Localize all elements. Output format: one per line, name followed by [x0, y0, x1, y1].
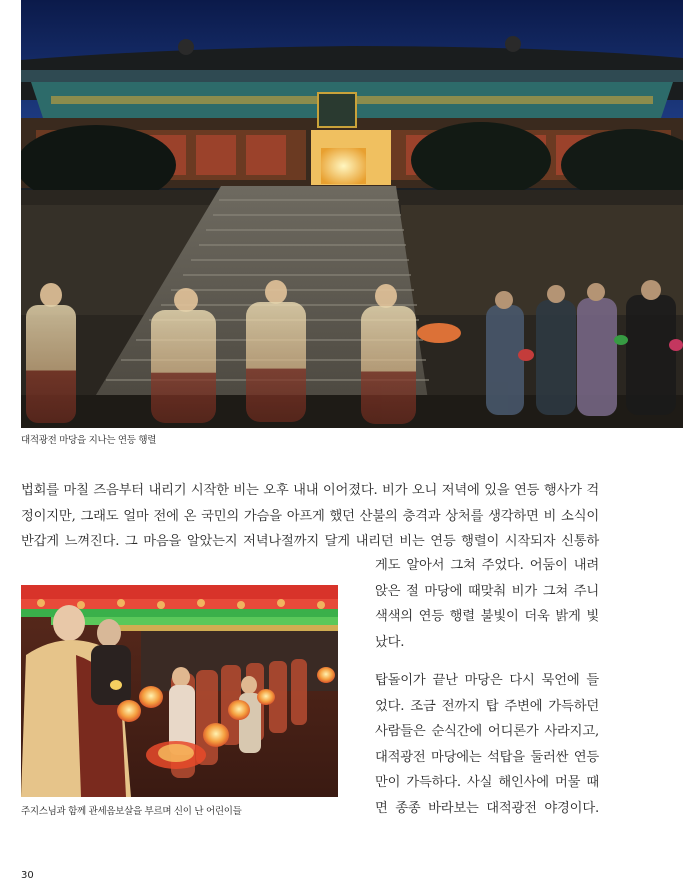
paragraph-line: 정이지만, 그래도 얼마 전에 온 국민의 가슴을 아프게 했던 산불의 충격과 상처를 생각하면 비 소식이 [21, 508, 599, 524]
paragraph-line: 었다. 조금 전까지 탑 주변에 가득하던 [375, 698, 599, 714]
paragraph-line: 면 종종 바라보는 대적광전 야경이다. [375, 800, 599, 816]
paragraph-line: 대적광전 마당에는 석탑을 둘러싼 연등 [375, 749, 599, 765]
paragraph-line: 색색의 연등 행렬 불빛이 더욱 밝게 빛 [375, 609, 599, 624]
temple-night-photo [21, 0, 683, 428]
paragraph-line: 앉은 절 마당에 때맞춰 비가 그쳐 주니 [375, 583, 599, 599]
paragraph-line: 탑돌이가 끝난 마당은 다시 묵언에 들 [375, 673, 599, 688]
paragraph-line: 사람들은 순식간에 어디론가 사라지고, [375, 724, 599, 739]
paragraph-line: 법회를 마칠 즈음부터 내리기 시작한 비는 오후 내내 이어졌다. 비가 오니 저녁에 있을 연등 행사가 걱 [21, 483, 599, 498]
article-paragraph-2 [375, 668, 599, 821]
paragraph-line: 게도 알아서 그쳐 주었다. 어둠이 내려 [375, 558, 599, 573]
article-paragraph-1 [21, 478, 599, 555]
paragraph-line: 만이 가득하다. 사실 해인사에 머물 때 [375, 775, 599, 790]
bottom-photo-caption: 주지스님과 함께 관세음보살을 부르며 신이 난 어린이들 [21, 806, 242, 817]
top-photo-caption: 대적광전 마당을 지나는 연등 행렬 [21, 435, 157, 446]
article-paragraph-1-continued [375, 553, 599, 655]
lantern-children-photo [21, 585, 338, 797]
paragraph-line: 났다. [375, 634, 405, 650]
page-number: 30 [21, 870, 34, 881]
paragraph-line: 반갑게 느껴진다. 그 마음을 알았는지 저녁나절까지 달게 내리던 비는 연등 행렬이 시작되자 신통하 [21, 534, 599, 549]
